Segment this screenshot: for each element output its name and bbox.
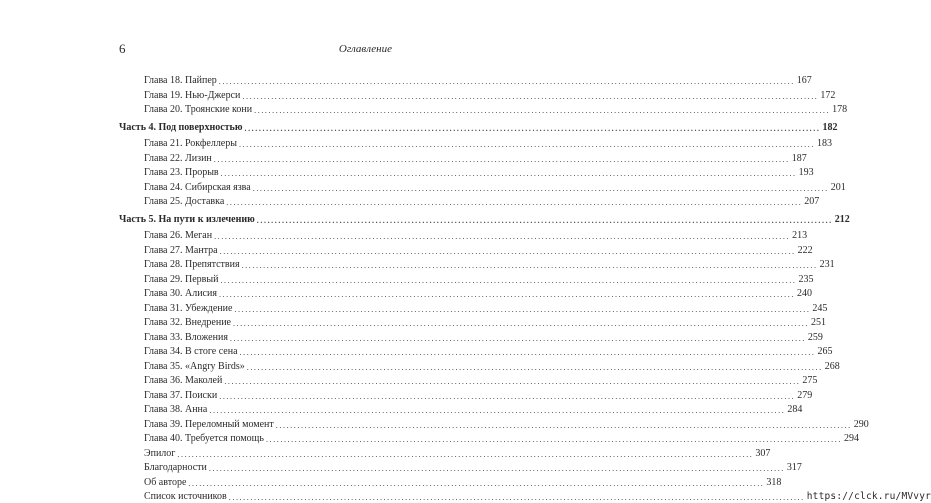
toc-entry-page: 231 [819, 259, 835, 270]
toc-entry-page: 235 [798, 273, 814, 285]
toc-entry-page: 183 [816, 138, 832, 149]
toc-entry [119, 460, 802, 474]
toc-entry-title: Глава 38. Анна [144, 404, 208, 415]
toc-entry-title: Глава 37. Поиски [144, 389, 218, 401]
dot-leader: ................................................................................................................................................................ [246, 362, 823, 372]
toc-entry-page: 222 [797, 244, 813, 256]
toc-entry-title: Глава 25. Доставка [144, 196, 225, 207]
toc-entry-page: 182 [822, 122, 838, 133]
toc-entry [119, 228, 808, 242]
dot-leader: ................................................................................................................................................................ [242, 91, 819, 101]
dot-leader: ................................................................................................................................................................ [214, 232, 791, 241]
toc-entry [119, 286, 812, 300]
toc-entry-title: Глава 30. Алисия [144, 288, 217, 299]
toc-entry [119, 388, 813, 402]
toc-entry-title: Глава 39. Переломный момент [144, 418, 274, 430]
toc-entry-page: 213 [792, 230, 808, 241]
toc-entry [119, 359, 840, 373]
toc-entry-title: Глава 33. Вложения [144, 331, 228, 343]
toc-entry-title: Глава 28. Препятствия [144, 259, 240, 270]
toc-entry-page: 265 [817, 346, 833, 357]
toc-entry-page: 167 [796, 75, 812, 86]
toc-entry [119, 180, 846, 194]
toc-entry-page: 245 [812, 302, 828, 314]
dot-leader: ................................................................................................................................................................ [238, 140, 815, 149]
toc-entry-title: Глава 19. Нью-Джерси [144, 89, 241, 101]
toc-entry-title: Глава 32. Внедрение [144, 317, 231, 328]
toc-entry [119, 194, 820, 208]
toc-entry [119, 165, 814, 179]
toc-entry-page: 193 [798, 167, 814, 178]
dot-leader: ................................................................................................................................................................ [232, 319, 809, 328]
dot-leader: ................................................................................................................................................................ [241, 261, 818, 270]
toc-entry [119, 257, 835, 271]
toc-entry [119, 315, 826, 329]
toc-entry [119, 344, 833, 358]
toc-entry [119, 272, 814, 286]
toc-entry-page: 275 [802, 375, 818, 386]
toc-entry-page: 187 [791, 152, 807, 164]
dot-leader: ................................................................................................................................................................ [213, 154, 790, 164]
toc-entry-title: Глава 36. Маколей [144, 375, 223, 386]
toc-entry-page: 279 [797, 389, 813, 401]
dot-leader: ................................................................................................................................................................ [239, 348, 816, 357]
toc-entry-title: Глава 35. «Angry Birds» [144, 360, 245, 372]
dot-leader: ................................................................................................................................................................ [208, 464, 785, 473]
dot-leader: ................................................................................................................................................................ [220, 169, 797, 178]
dot-leader: ................................................................................................................................................................ [254, 106, 831, 115]
toc-entry-title: Часть 5. На пути к излечению [119, 214, 255, 225]
toc-entry-page: 317 [786, 462, 802, 473]
toc-entry-title: Список источников [144, 491, 227, 502]
toc-entry [119, 73, 812, 87]
toc-entry-page: 294 [843, 433, 859, 444]
dot-leader: ................................................................................................................................................................ [188, 478, 765, 488]
toc-entry-title: Глава 24. Сибирская язва [144, 181, 251, 193]
toc-entry-title: Об авторе [144, 476, 187, 488]
toc-entry [119, 417, 869, 431]
toc-entry-title: Глава 34. В стоге сена [144, 346, 238, 357]
toc-entry [119, 402, 803, 416]
dot-leader: ................................................................................................................................................................ [234, 304, 811, 314]
toc-entry-title: Часть 4. Под поверхностью [119, 122, 243, 133]
toc-entry [119, 88, 836, 102]
dot-leader: ................................................................................................................................................................ [275, 420, 852, 430]
toc-entry-page: 212 [834, 214, 850, 225]
toc-entry-page: 284 [787, 404, 803, 415]
dot-leader: ................................................................................................................................................................ [228, 493, 805, 502]
dot-leader: ................................................................................................................................................................ [256, 216, 833, 225]
toc-entry-title: Глава 21. Рокфеллеры [144, 138, 237, 149]
toc-entry-page: 290 [853, 418, 869, 430]
dot-leader: ................................................................................................................................................................ [244, 124, 821, 133]
toc-entry [119, 431, 859, 445]
toc-entry [119, 475, 782, 489]
running-title: Оглавление [338, 43, 392, 55]
toc-entry-page: 201 [830, 181, 846, 193]
dot-leader: ................................................................................................................................................................ [209, 406, 786, 415]
dot-leader: ................................................................................................................................................................ [224, 377, 801, 386]
toc-entry-title: Глава 27. Мантра [144, 244, 218, 256]
dot-leader: ................................................................................................................................................................ [219, 246, 796, 256]
dot-leader: ................................................................................................................................................................ [229, 333, 806, 343]
toc-entry-page: 178 [832, 104, 848, 115]
toc-entry-page: 259 [807, 331, 823, 343]
toc-entry [119, 489, 931, 503]
toc-entry-title: Глава 23. Прорыв [144, 167, 219, 178]
toc-entry [119, 446, 771, 460]
toc-entry-page: 307 [755, 447, 771, 459]
toc-part-entry [119, 120, 838, 134]
toc-entry-page: 240 [796, 288, 812, 299]
dot-leader: ................................................................................................................................................................ [218, 290, 795, 299]
toc-entry-title: Глава 29. Первый [144, 273, 219, 285]
dot-leader: ................................................................................................................................................................ [219, 391, 796, 401]
toc-entry [119, 373, 818, 387]
dot-leader: ................................................................................................................................................................ [226, 198, 803, 207]
toc-entry [119, 301, 828, 315]
toc-entry-title: Глава 22. Лизин [144, 152, 212, 164]
toc-entry-page: 268 [824, 360, 840, 372]
toc-part-entry [119, 212, 850, 226]
toc-entry [119, 330, 823, 344]
toc-entry-page: 207 [804, 196, 820, 207]
toc-entry-title: Глава 26. Меган [144, 230, 213, 241]
dot-leader: ................................................................................................................................................................ [252, 183, 829, 193]
toc-entry-title: Глава 40. Требуется помощь [144, 433, 264, 444]
toc-entry-page: 172 [820, 89, 836, 101]
dot-leader: ................................................................................................................................................................ [220, 275, 797, 285]
dot-leader: ................................................................................................................................................................ [265, 435, 842, 444]
toc-entry-title: Благодарности [144, 462, 207, 473]
toc-entry [119, 243, 813, 257]
toc-entry-title: Глава 20. Троянские кони [144, 104, 253, 115]
dot-leader: ................................................................................................................................................................ [218, 77, 795, 86]
toc-entry [119, 102, 848, 116]
toc-entry-title: Глава 18. Пайпер [144, 75, 217, 86]
toc-entry [119, 151, 807, 165]
toc-entry-page: 251 [810, 317, 826, 328]
toc-entry [119, 136, 832, 150]
toc-entry-page: 318 [766, 476, 782, 488]
dot-leader: ................................................................................................................................................................ [177, 449, 754, 459]
toc-entry-title: Глава 31. Убеждение [144, 302, 233, 314]
toc-entry-title: Эпилог [144, 447, 176, 459]
toc-entry-page: https://clck.ru/MVvyr [806, 491, 931, 502]
page-number: 6 [119, 41, 126, 56]
